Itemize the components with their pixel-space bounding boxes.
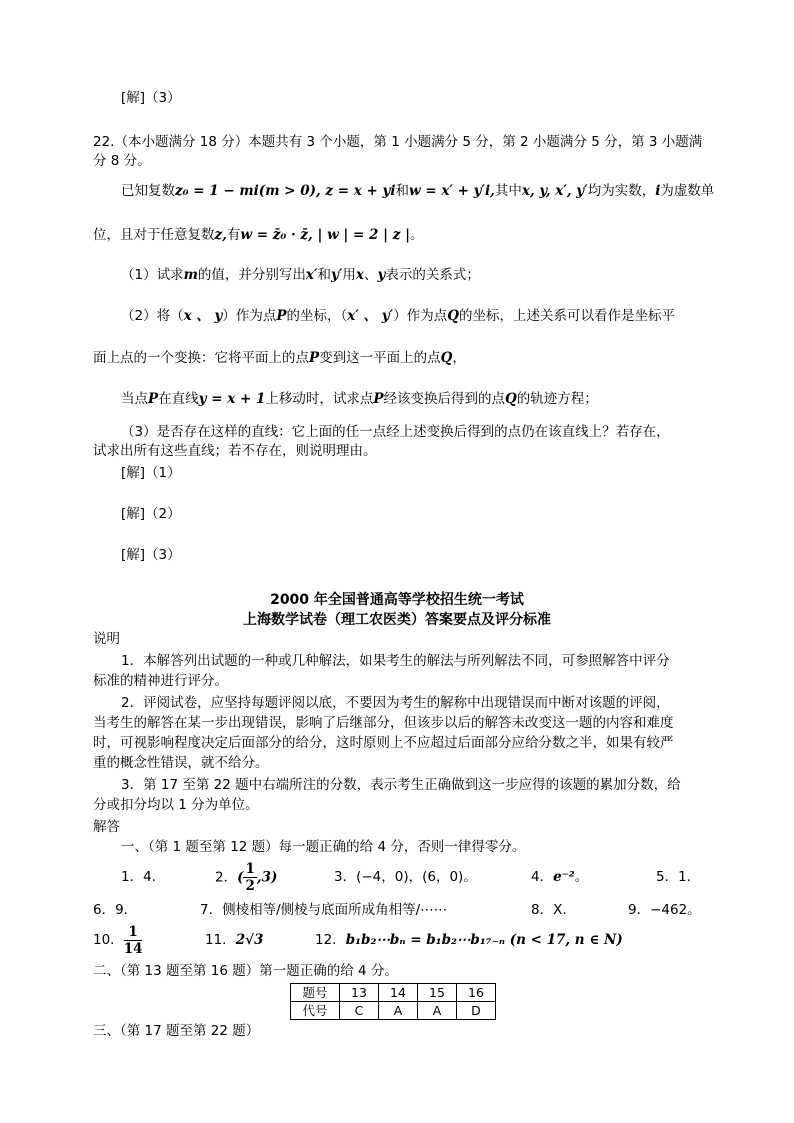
q21-solution-3: [解]（3） bbox=[121, 90, 181, 106]
part3-heading: 三、（第 17 题至第 22 题） bbox=[93, 1023, 260, 1039]
denominator: 14 bbox=[123, 940, 143, 957]
note-label: 说明 bbox=[93, 631, 120, 647]
table-row bbox=[291, 984, 496, 1002]
answer-3: 3．(−4，0)，(6，0)。 bbox=[334, 869, 477, 885]
answer-5: 5．1. bbox=[656, 869, 691, 885]
text: 的坐标，上述关系可以看作是坐标平 bbox=[458, 308, 675, 324]
text: 的轨迹方程； bbox=[516, 391, 598, 407]
table-cell: D bbox=[457, 1002, 496, 1020]
var-yprime: y′ bbox=[331, 267, 343, 283]
formula-e-power: e⁻² bbox=[553, 869, 575, 885]
formula-line: y = x + 1 bbox=[198, 391, 266, 407]
text: 变到这一平面上的点 bbox=[319, 350, 441, 366]
q22-given-line1 bbox=[121, 182, 714, 200]
formula-i: i bbox=[655, 183, 661, 199]
point-Q: Q bbox=[447, 308, 459, 324]
answer-4 bbox=[531, 868, 588, 886]
text: （1）试求 bbox=[121, 267, 184, 283]
table-cell: 题号 bbox=[291, 984, 340, 1002]
note-3-line2: 分或扣分均以 1 分为单位。 bbox=[93, 797, 259, 813]
var-x: x bbox=[355, 267, 364, 283]
note-2-line4: 重的概念性错误，就不给分。 bbox=[93, 755, 269, 771]
table-cell: 13 bbox=[340, 984, 379, 1002]
text: 当点 bbox=[121, 391, 148, 407]
text: ）作为点 bbox=[393, 308, 448, 324]
numerator: 1 bbox=[124, 924, 143, 941]
paren: ( bbox=[237, 869, 244, 886]
q22-part1 bbox=[121, 266, 480, 284]
text: 均为实数， bbox=[587, 183, 656, 199]
q22-part3-line1: （3）是否存在这样的直线：它上面的任一点经上述变换后得到的点仍在该直线上？若存在， bbox=[121, 424, 670, 440]
text: 上移动时，试求点 bbox=[265, 391, 374, 407]
text: 表示的关系式； bbox=[385, 267, 480, 283]
point-P: P bbox=[276, 308, 287, 324]
table-cell: 15 bbox=[418, 984, 457, 1002]
table-cell: A bbox=[418, 1002, 457, 1020]
solve-label: 解答 bbox=[93, 819, 120, 835]
q22-solution-3: [解]（3） bbox=[121, 547, 181, 563]
q22-given-line2 bbox=[93, 226, 424, 244]
text: 10． bbox=[93, 932, 124, 948]
formula-vars: x, y, x′, y′ bbox=[521, 183, 588, 199]
formula-sqrt: 2√3 bbox=[235, 932, 264, 948]
text: 用 bbox=[342, 267, 356, 283]
var-xy: x 、 y bbox=[183, 308, 223, 324]
text: 位，且对于任意复数 bbox=[93, 227, 215, 243]
text: 有 bbox=[226, 227, 241, 243]
answer-8: 8．X. bbox=[531, 902, 567, 918]
var-y: y bbox=[377, 267, 386, 283]
q22-header-line2: 分 8 分。 bbox=[93, 153, 151, 169]
formula-z: z = x + yi bbox=[320, 183, 396, 199]
answer-11 bbox=[205, 931, 263, 949]
text: 2． bbox=[215, 869, 238, 886]
text: 11． bbox=[205, 932, 236, 948]
table-cell: A bbox=[379, 1002, 418, 1020]
answer-1: 1．4. bbox=[121, 869, 156, 885]
var-xy-prime: x′ 、 y′ bbox=[347, 308, 394, 324]
note-2-line2: 当考生的解答在某一步出现错误，影响了后继部分，但该步以后的解答未改变这一题的内容和难度 bbox=[93, 715, 674, 731]
point-Q: Q bbox=[440, 350, 453, 366]
table-row bbox=[291, 1002, 496, 1020]
q22-solution-1: [解]（1） bbox=[121, 465, 181, 481]
text: ， bbox=[452, 350, 466, 366]
formula-w: w = x′ + y′i, bbox=[409, 183, 495, 199]
var-m: m bbox=[183, 267, 198, 283]
q22-header-line1: 22.（本小题满分 18 分）本题共有 3 个小题，第 1 小题满分 5 分，第 2 小题满分 5 分，第 3 小题满 bbox=[93, 134, 703, 150]
table-cell: 代号 bbox=[291, 1002, 340, 1020]
text: 其中 bbox=[494, 183, 522, 199]
fraction-1-14 bbox=[124, 924, 143, 957]
text: 和 bbox=[317, 267, 331, 283]
answer-7: 7．侧棱相等/侧棱与底面所成角相等/⋯⋯ bbox=[200, 902, 448, 918]
note-1-line2: 标准的精神进行评分。 bbox=[93, 673, 228, 689]
text: 面上点的一个变换：它将平面上的点 bbox=[93, 350, 309, 366]
text: 为虚数单 bbox=[660, 183, 715, 199]
q22-part2-line2 bbox=[93, 349, 466, 367]
text: 4． bbox=[531, 869, 554, 885]
q22-part2-line1 bbox=[121, 307, 675, 325]
formula-w-relation: w = z̄₀ · z̄, | w | = 2 | z | bbox=[240, 227, 410, 243]
q22-part3-line2: 试求出所有这些直线；若不存在，则说明理由。 bbox=[93, 443, 377, 459]
note-3-line1: 3．第 17 至第 22 题中右端所注的分数，表示考生正确做到这一步应得的该题的累加分数，给 bbox=[121, 777, 681, 793]
note-2-line3: 时，可视影响程度决定后面部分的给分，这时原则上不应超过后面部分应给分数之半，如果有较严 bbox=[93, 735, 674, 751]
text: 已知复数 bbox=[121, 183, 175, 199]
denominator: 2 bbox=[245, 878, 255, 894]
table-cell: 14 bbox=[379, 984, 418, 1002]
text: 的值，并分别写出 bbox=[197, 267, 306, 283]
point-P: P bbox=[309, 350, 320, 366]
text: 12． bbox=[315, 932, 346, 948]
formula-z: z, bbox=[214, 227, 227, 243]
text: （2）将（ bbox=[121, 308, 184, 324]
answer-table bbox=[290, 983, 496, 1020]
answers-title-line2: 上海数学试卷（理工农医类）答案要点及评分标准 bbox=[243, 612, 551, 628]
part2-heading: 二、（第 13 题至第 16 题）第一题正确的给 4 分。 bbox=[93, 963, 398, 979]
table-cell: C bbox=[340, 1002, 379, 1020]
text: 。 bbox=[410, 227, 424, 243]
numerator: 1 bbox=[245, 861, 255, 877]
answer-10 bbox=[93, 923, 142, 957]
fraction-half bbox=[243, 861, 256, 894]
formula-product: b₁b₂⋯bₙ = b₁b₂⋯b₁₇₋ₙ (n < 17, n ∈ N) bbox=[345, 932, 623, 948]
text: ,3) bbox=[256, 869, 278, 886]
q22-solution-2: [解]（2） bbox=[121, 506, 181, 522]
point-P: P bbox=[373, 391, 384, 407]
text: 的坐标，（ bbox=[286, 308, 348, 324]
text: 。 bbox=[574, 869, 589, 885]
point-Q: Q bbox=[505, 391, 517, 407]
text: 经该变换后得到的点 bbox=[383, 391, 506, 407]
part1-heading: 一、（第 1 题至第 12 题）每一题正确的给 4 分，否则一律得零分。 bbox=[121, 839, 526, 855]
q22-part2-line3 bbox=[121, 390, 598, 408]
text: 和 bbox=[395, 183, 409, 199]
note-2-line1: 2．评阅试卷，应坚持每题评阅以底，不要因为考生的解称中出现错误而中断对该题的评阅， bbox=[121, 695, 670, 711]
answer-12 bbox=[315, 931, 623, 949]
answer-6: 6．9. bbox=[93, 902, 128, 918]
answer-9: 9．−462。 bbox=[628, 902, 701, 918]
text: 在直线 bbox=[158, 391, 199, 407]
answers-title-line1: 2000 年全国普通高等学校招生统一考试 bbox=[270, 592, 524, 608]
var-xprime: x′ bbox=[305, 267, 318, 283]
answer-2 bbox=[215, 861, 277, 894]
point-P: P bbox=[148, 391, 159, 407]
text: 、 bbox=[363, 267, 378, 283]
formula-z0: z₀ = 1 − mi(m > 0), bbox=[175, 183, 321, 199]
table-cell: 16 bbox=[457, 984, 496, 1002]
note-1-line1: 1．本解答列出试题的一种或几种解法，如果考生的解法与所列解法不同，可参照解答中评分 bbox=[121, 653, 670, 669]
text: ）作为点 bbox=[222, 308, 277, 324]
